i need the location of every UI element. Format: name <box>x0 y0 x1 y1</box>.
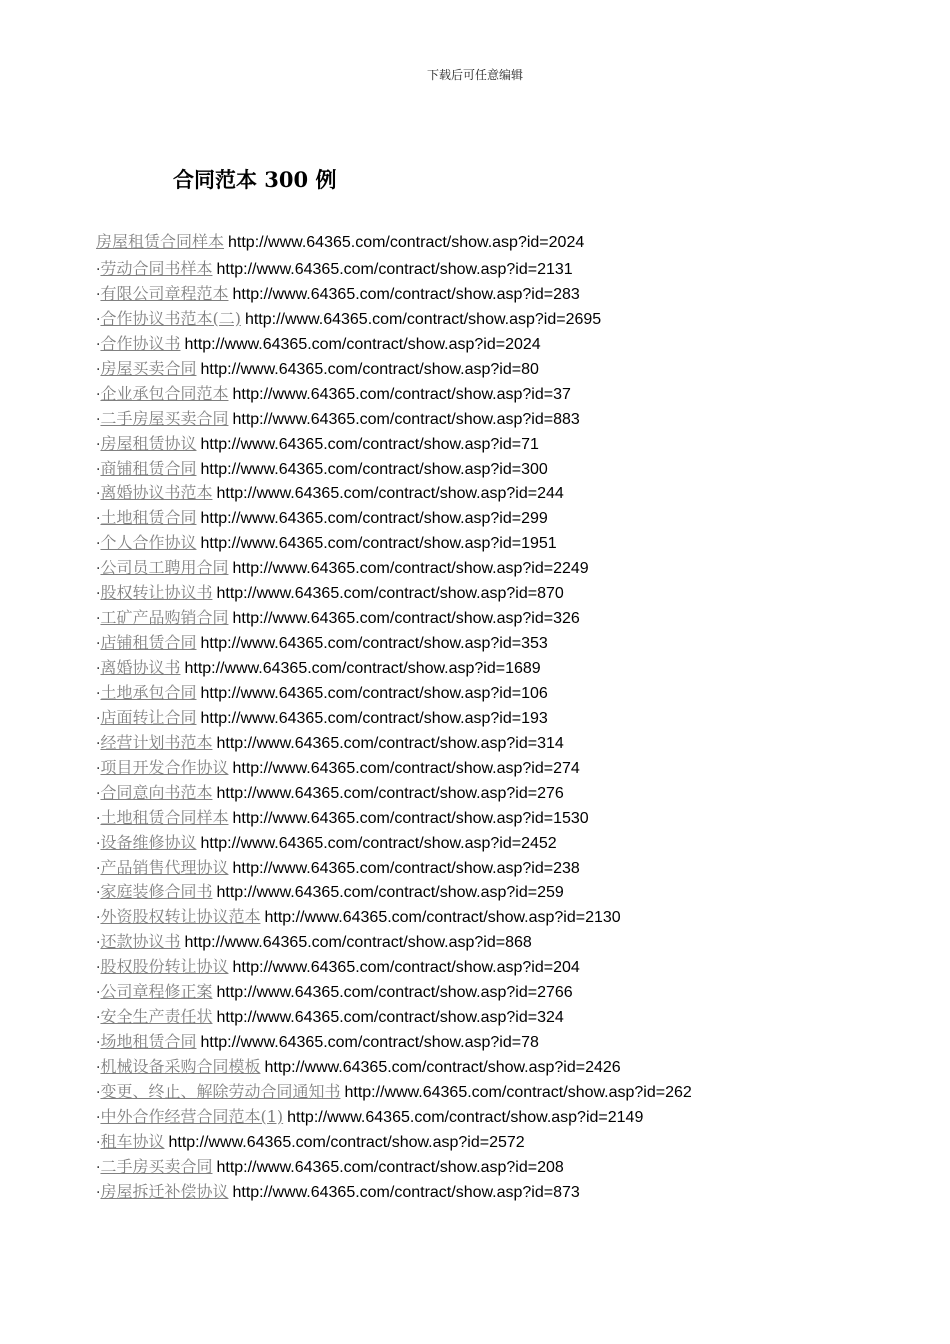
contract-link[interactable]: 场地租赁合同 <box>100 1032 197 1052</box>
list-item <box>96 1105 692 1130</box>
bullet-dot: · <box>96 636 101 653</box>
bullet-dot: · <box>96 486 101 503</box>
bullet-dot: · <box>96 536 101 553</box>
list-item <box>96 230 692 257</box>
list-item <box>96 382 692 407</box>
contract-link[interactable]: 房屋买卖合同 <box>100 358 197 378</box>
contract-url: http://www.64365.com/contract/show.asp?id=204 <box>232 959 580 977</box>
contract-url: http://www.64365.com/contract/show.asp?id=238 <box>232 859 580 877</box>
list-item <box>96 506 692 531</box>
bullet-dot: · <box>96 760 101 777</box>
bullet-dot: · <box>96 1035 101 1052</box>
bullet-dot: · <box>96 835 101 852</box>
bullet-dot: · <box>96 1010 101 1027</box>
contract-link[interactable]: 离婚协议书范本 <box>100 483 213 503</box>
contract-url: http://www.64365.com/contract/show.asp?id=2249 <box>232 560 589 578</box>
bullet-dot: · <box>96 336 101 353</box>
list-item <box>96 457 692 482</box>
list-item <box>96 880 692 905</box>
contract-url: http://www.64365.com/contract/show.asp?id=106 <box>200 684 548 702</box>
list-item <box>96 631 692 656</box>
list-item <box>96 756 692 781</box>
bullet-dot: · <box>96 785 101 802</box>
bullet-dot: · <box>96 1060 101 1076</box>
list-item <box>96 1055 692 1080</box>
contract-url: http://www.64365.com/contract/show.asp?id=2572 <box>168 1133 525 1151</box>
contract-link[interactable]: 劳动合同书样本 <box>100 259 213 278</box>
contract-link[interactable]: 二手房买卖合同 <box>100 1156 213 1176</box>
contract-link[interactable]: 个人合作协议 <box>100 533 197 553</box>
contract-link[interactable]: 土地租赁合同样本 <box>100 807 229 827</box>
list-item <box>96 1030 692 1055</box>
contract-link[interactable]: 合同意向书范本 <box>100 782 213 802</box>
contract-url: http://www.64365.com/contract/show.asp?id=870 <box>216 585 564 603</box>
bullet-dot: · <box>96 860 101 877</box>
list-item <box>96 930 692 955</box>
contract-url: http://www.64365.com/contract/show.asp?id=274 <box>232 759 580 777</box>
contract-link[interactable]: 工矿产品购销合同 <box>100 608 229 628</box>
contract-url: http://www.64365.com/contract/show.asp?id=299 <box>200 510 548 528</box>
contract-link[interactable]: 土地承包合同 <box>100 682 197 702</box>
contract-url: http://www.64365.com/contract/show.asp?id=326 <box>232 610 580 628</box>
contract-link[interactable]: 离婚协议书 <box>100 658 181 677</box>
contract-url: http://www.64365.com/contract/show.asp?id=1951 <box>200 535 557 553</box>
list-item <box>96 1130 692 1155</box>
bullet-dot: · <box>96 910 101 927</box>
list-item <box>96 282 692 307</box>
list-item <box>96 1180 692 1205</box>
bullet-dot: · <box>96 1184 101 1201</box>
list-item <box>96 1155 692 1180</box>
list-item <box>96 656 692 681</box>
list-item <box>96 681 692 706</box>
contract-url: http://www.64365.com/contract/show.asp?id=208 <box>216 1158 564 1176</box>
contract-link[interactable]: 店面转让合同 <box>100 707 197 727</box>
contract-link[interactable]: 股权股份转让协议 <box>100 957 229 977</box>
bullet-dot: · <box>96 960 101 977</box>
contract-url: http://www.64365.com/contract/show.asp?id=2131 <box>216 261 573 278</box>
bullet-dot: · <box>96 411 101 428</box>
list-item <box>96 257 692 282</box>
contract-link[interactable]: 安全生产责任状 <box>100 1007 213 1027</box>
contract-url: http://www.64365.com/contract/show.asp?id=873 <box>232 1183 580 1201</box>
contract-link[interactable]: 中外合作经营合同范本(1) <box>100 1106 284 1126</box>
contract-link[interactable]: 房屋拆迁补偿协议 <box>100 1181 229 1201</box>
contract-link[interactable]: 房屋租赁协议 <box>100 433 197 453</box>
contract-url: http://www.64365.com/contract/show.asp?id=300 <box>200 460 548 478</box>
list-item <box>96 856 692 881</box>
contract-link[interactable]: 家庭装修合同书 <box>100 882 213 902</box>
contract-link[interactable]: 租车协议 <box>100 1131 165 1151</box>
bullet-dot: · <box>96 262 101 278</box>
contract-link[interactable]: 股权转让协议书 <box>100 583 213 603</box>
list-item <box>96 1005 692 1030</box>
contract-url: http://www.64365.com/contract/show.asp?id=2024 <box>184 335 541 353</box>
contract-url: http://www.64365.com/contract/show.asp?id=244 <box>216 485 564 503</box>
contract-link[interactable]: 企业承包合同范本 <box>100 383 229 403</box>
list-item <box>96 781 692 806</box>
list-item <box>96 432 692 457</box>
bullet-dot: · <box>96 361 101 378</box>
contract-link[interactable]: 二手房屋买卖合同 <box>100 408 229 428</box>
contract-link[interactable]: 设备维修协议 <box>100 832 197 852</box>
list-item <box>96 731 692 756</box>
contract-link[interactable]: 店铺租赁合同 <box>100 633 197 653</box>
contract-url: http://www.64365.com/contract/show.asp?id=868 <box>184 934 532 952</box>
document-title: 合同范本 300 例 <box>173 167 337 192</box>
contract-url: http://www.64365.com/contract/show.asp?id=78 <box>200 1034 539 1052</box>
bullet-dot: · <box>96 561 101 578</box>
contract-link[interactable]: 土地租赁合同 <box>100 508 197 528</box>
bullet-dot: · <box>96 311 101 328</box>
contract-link[interactable]: 变更、终止、解除劳动合同通知书 <box>100 1081 341 1101</box>
list-item <box>96 407 692 432</box>
contract-url: http://www.64365.com/contract/show.asp?id=2130 <box>264 909 621 927</box>
contract-url: http://www.64365.com/contract/show.asp?id=2024 <box>228 234 585 251</box>
contract-url: http://www.64365.com/contract/show.asp?id=193 <box>200 709 548 727</box>
contract-url: http://www.64365.com/contract/show.asp?id=262 <box>344 1083 692 1101</box>
list-item <box>96 556 692 581</box>
bullet-dot: · <box>96 885 101 902</box>
bullet-dot: · <box>96 611 101 628</box>
list-item <box>96 481 692 506</box>
list-item <box>96 955 692 980</box>
bullet-dot: · <box>96 511 101 528</box>
contract-link[interactable]: 经营计划书范本 <box>100 732 213 752</box>
contract-link[interactable]: 商铺租赁合同 <box>100 458 197 478</box>
bullet-dot: · <box>96 661 101 677</box>
contract-link[interactable]: 合作协议书 <box>100 333 181 353</box>
list-item <box>96 1080 692 1105</box>
contract-url: http://www.64365.com/contract/show.asp?id=283 <box>232 285 580 303</box>
bullet-dot: · <box>96 1134 101 1151</box>
contract-link[interactable]: 房屋租赁合同样本 <box>96 232 225 251</box>
list-item <box>96 357 692 382</box>
contract-url: http://www.64365.com/contract/show.asp?id=2766 <box>216 984 573 1002</box>
contract-url: http://www.64365.com/contract/show.asp?id=353 <box>200 635 548 653</box>
bullet-dot: · <box>96 710 101 727</box>
contract-link[interactable]: 有限公司章程范本 <box>100 283 229 303</box>
list-item <box>96 307 692 332</box>
bullet-dot: · <box>96 685 101 702</box>
bullet-dot: · <box>96 985 101 1002</box>
bullet-dot: · <box>96 1159 101 1176</box>
bullet-dot: · <box>96 810 101 827</box>
bullet-dot: · <box>96 935 101 952</box>
contract-link[interactable]: 机械设备采购合同模板 <box>100 1057 261 1076</box>
bullet-dot: · <box>96 1084 101 1101</box>
bullet-dot: · <box>96 586 101 603</box>
contract-url: http://www.64365.com/contract/show.asp?id=2426 <box>264 1059 621 1076</box>
page-header: 下载后可任意编辑 <box>426 68 523 82</box>
contract-link[interactable]: 还款协议书 <box>100 932 181 952</box>
bullet-dot: · <box>96 461 101 478</box>
contract-url: http://www.64365.com/contract/show.asp?id=2452 <box>200 834 557 852</box>
list-item <box>96 831 692 856</box>
list-item <box>96 706 692 731</box>
contract-list <box>96 230 692 1205</box>
contract-url: http://www.64365.com/contract/show.asp?id=71 <box>200 435 539 453</box>
bullet-dot: · <box>96 286 101 303</box>
contract-url: http://www.64365.com/contract/show.asp?id=1689 <box>184 660 541 677</box>
contract-url: http://www.64365.com/contract/show.asp?id=314 <box>216 734 564 752</box>
contract-url: http://www.64365.com/contract/show.asp?id=276 <box>216 784 564 802</box>
contract-url: http://www.64365.com/contract/show.asp?id=37 <box>232 385 571 403</box>
list-item <box>96 606 692 631</box>
contract-url: http://www.64365.com/contract/show.asp?id=883 <box>232 410 580 428</box>
contract-url: http://www.64365.com/contract/show.asp?id=2149 <box>287 1108 644 1126</box>
contract-url: http://www.64365.com/contract/show.asp?id=80 <box>200 360 539 378</box>
bullet-dot: · <box>96 436 101 453</box>
contract-url: http://www.64365.com/contract/show.asp?id=1530 <box>232 809 589 827</box>
contract-link[interactable]: 项目开发合作协议 <box>100 757 229 777</box>
contract-link[interactable]: 外资股权转让协议范本 <box>100 907 261 927</box>
contract-url: http://www.64365.com/contract/show.asp?id=2695 <box>244 310 602 328</box>
bullet-dot: · <box>96 735 101 752</box>
list-item <box>96 332 692 357</box>
bullet-dot: · <box>96 386 101 403</box>
contract-link[interactable]: 产品销售代理协议 <box>100 857 229 877</box>
list-item <box>96 806 692 831</box>
list-item <box>96 531 692 556</box>
contract-url: http://www.64365.com/contract/show.asp?id=259 <box>216 884 564 902</box>
contract-link[interactable]: 公司章程修正案 <box>100 982 213 1002</box>
bullet-dot: · <box>96 1109 101 1126</box>
contract-link[interactable]: 公司员工聘用合同 <box>100 558 229 578</box>
contract-url: http://www.64365.com/contract/show.asp?id=324 <box>216 1009 564 1027</box>
list-item <box>96 980 692 1005</box>
list-item <box>96 905 692 930</box>
list-item <box>96 581 692 606</box>
contract-link[interactable]: 合作协议书范本(二) <box>100 308 241 328</box>
